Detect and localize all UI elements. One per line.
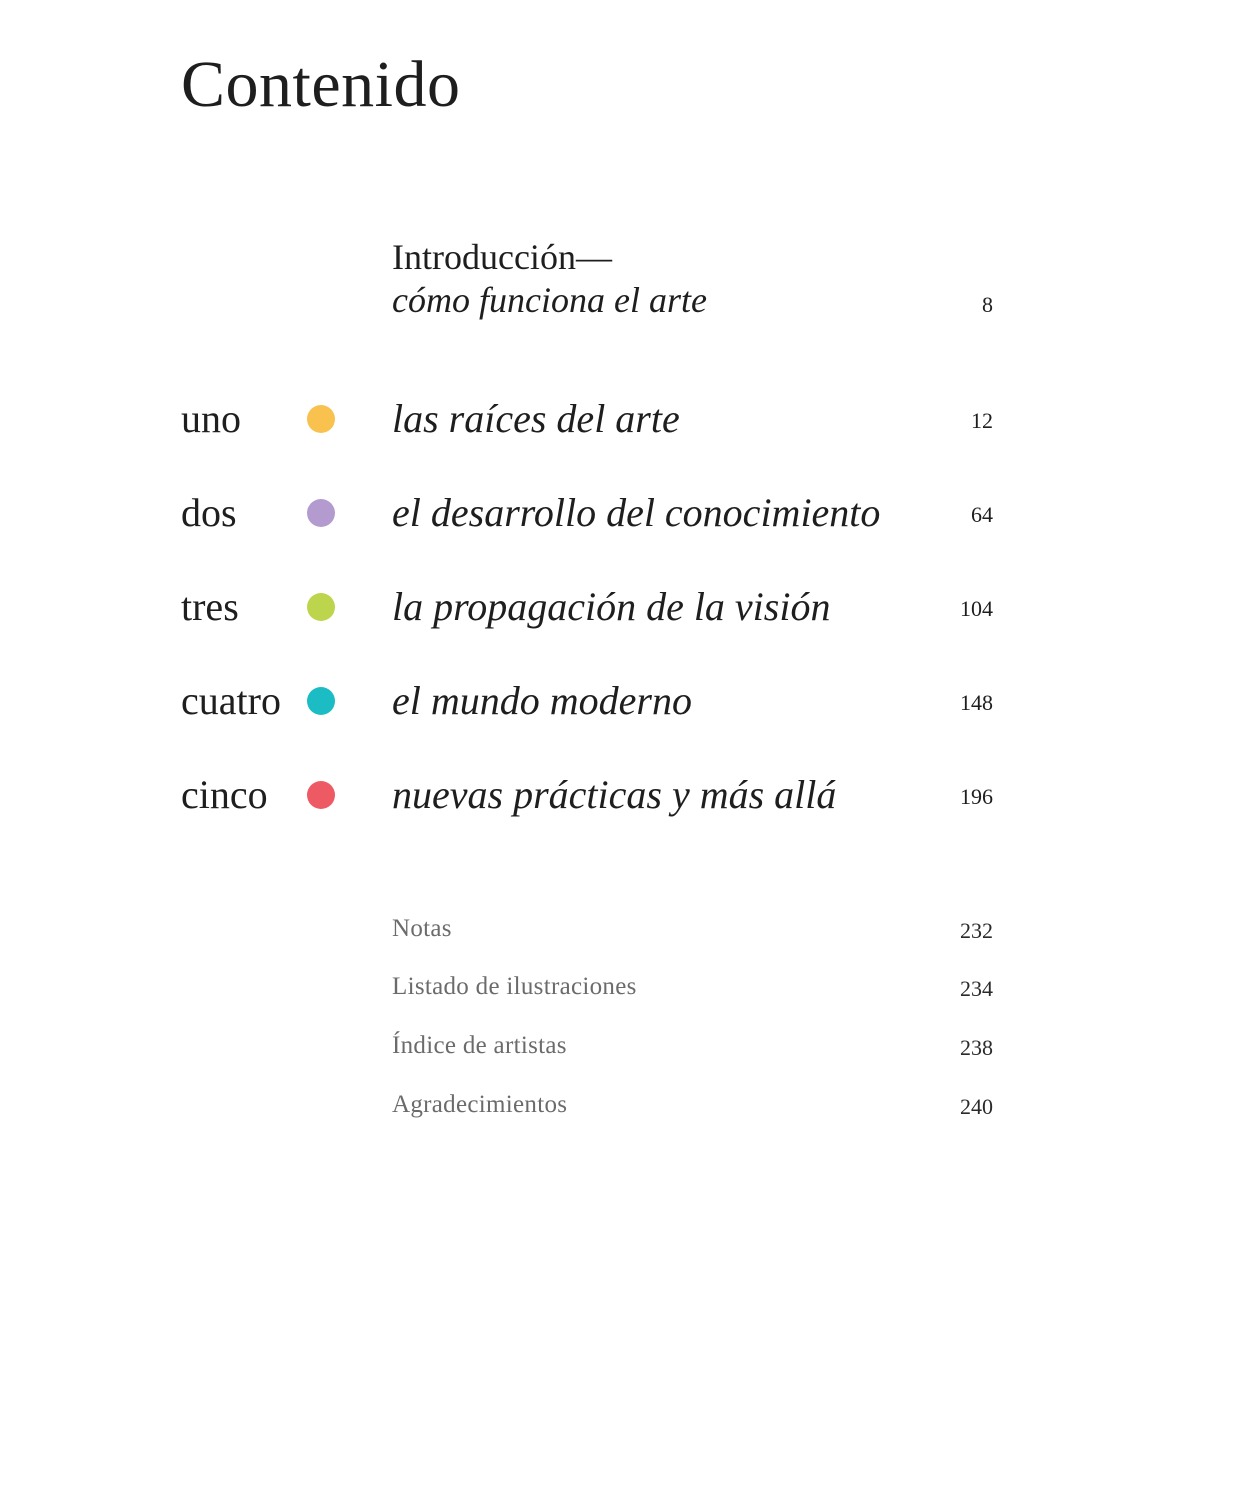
chapter-page-number: 104: [960, 596, 993, 621]
back-matter-page-number: 232: [960, 918, 993, 943]
toc-entry-chapter-2[interactable]: [181, 488, 993, 538]
chapter-number: dos: [181, 490, 237, 535]
chapter-number: cinco: [181, 772, 268, 817]
chapter-title: las raíces del arte: [392, 396, 680, 441]
toc-entry-artist-index[interactable]: [392, 1030, 993, 1062]
chapter-color-dot: [307, 593, 335, 621]
back-matter-label: Índice de artistas: [392, 1032, 567, 1059]
toc-entry-introduction[interactable]: [392, 236, 993, 322]
intro-subtitle: cómo funciona el arte: [392, 280, 707, 320]
back-matter-label: Agradecimientos: [392, 1091, 568, 1118]
intro-page-number: 8: [982, 292, 993, 317]
chapter-page-number: 12: [971, 408, 993, 433]
back-matter-label: Notas: [392, 915, 452, 942]
back-matter-page-number: 234: [960, 976, 993, 1001]
toc-entry-acknowledgements[interactable]: [392, 1089, 993, 1121]
page-title: Contenido: [181, 48, 461, 121]
chapter-title: nuevas prácticas y más allá: [392, 772, 837, 817]
back-matter-page-number: 240: [960, 1094, 993, 1119]
intro-heading: Introducción—: [392, 237, 612, 277]
chapter-title: la propagación de la visión: [392, 584, 831, 629]
toc-entry-illustrations[interactable]: [392, 971, 993, 1003]
chapter-title: el desarrollo del conocimiento: [392, 490, 881, 535]
chapter-color-dot: [307, 499, 335, 527]
chapter-number: tres: [181, 584, 239, 629]
chapter-title: el mundo moderno: [392, 678, 692, 723]
chapter-color-dot: [307, 781, 335, 809]
toc-entry-notes[interactable]: [392, 913, 993, 945]
toc-entry-chapter-3[interactable]: [181, 582, 993, 632]
chapter-number: uno: [181, 396, 241, 441]
toc-entry-chapter-5[interactable]: [181, 770, 993, 820]
chapter-color-dot: [307, 405, 335, 433]
back-matter-page-number: 238: [960, 1035, 993, 1060]
chapter-page-number: 196: [960, 784, 993, 809]
chapter-page-number: 148: [960, 690, 993, 715]
chapter-number: cuatro: [181, 678, 281, 723]
chapter-color-dot: [307, 687, 335, 715]
toc-entry-chapter-1[interactable]: [181, 394, 993, 444]
back-matter-label: Listado de ilustraciones: [392, 973, 637, 1000]
toc-entry-chapter-4[interactable]: [181, 676, 993, 726]
chapter-page-number: 64: [971, 502, 993, 527]
